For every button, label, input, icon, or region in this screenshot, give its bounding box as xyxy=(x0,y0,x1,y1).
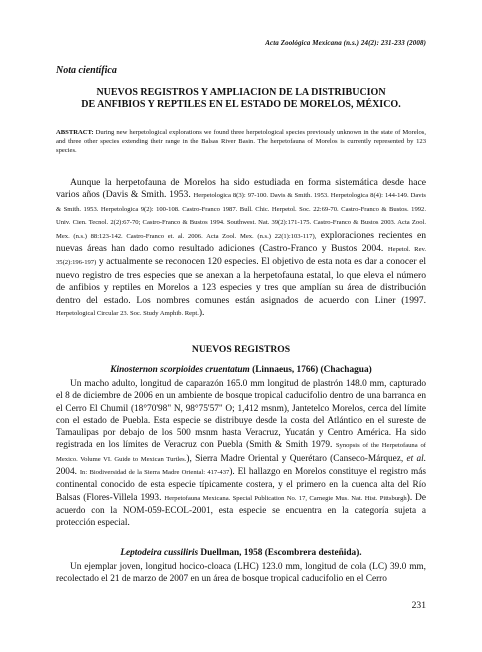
species-2-heading xyxy=(56,548,426,558)
abstract-text: During new herpetological explorations we found three herpetological species previously unknown in the state of Morelos, and three other species extending their range in the Balsas River Basin. The herpetofauna of Morelos is currently represented by 123 species. xyxy=(56,129,426,155)
species-1-reference-2: In: Biodiversidad de la Sierra Madre Oriental: 417-437 xyxy=(79,469,230,477)
title-line-2: DE ANFIBIOS Y REPTILES EN EL ESTADO DE MORELOS, MÉXICO. xyxy=(81,98,401,110)
species-2-text: Un ejemplar joven, longitud hocico-cloaca (LHC) 123.0 mm, longitud de cola (LC) 39.0 mm, recolectado el 21 de marzo de 2007 en un área de bosque tropical caducifolio en el Cerro xyxy=(56,562,426,585)
species-1-text-1: Un macho adulto, longitud de caparazón 165.0 mm longitud de plastrón 148.0 mm, capturado el 8 de diciembre de 2006 en un ambiente de bosque tropical caducifolio dentro de una barranca en el Cerro El Chumil (18°70'98" N, 98°75'57" O; 1,412 msnm), Jantetelco Morelos, cerca del límite con el estado de Puebla. Esta especie se distribuye desde la costa del Atlántico en el sureste de Tamaulipas por debajo de los 500 msnm hasta Veracruz, Yucatán y Centro América. Ha sido registrada en los límites de Veracruz con Puebla (Smith & Smith 1979. xyxy=(56,379,426,451)
species-1-text-3: 2004. xyxy=(56,467,77,478)
abstract-label: ABSTRACT: xyxy=(56,129,94,136)
title-line-1: NUEVOS REGISTROS Y AMPLIACION DE LA DISTRIBUCION xyxy=(96,87,386,98)
page-number: 231 xyxy=(411,600,426,611)
species-1-paragraph xyxy=(56,378,426,530)
species-1-text-5: ). De acuerdo con la NOM-059-ECOL-2001, esta especie se encuentra en la categoría sujeta a protección especial. xyxy=(56,492,426,529)
introduction-paragraph xyxy=(56,177,426,320)
species-2-authority: Duellman, 1958 (Escombrera desteñida). xyxy=(200,548,362,558)
intro-text-1: Aunque la herpetofauna de Morelos ha sido estudiada en forma sistemática desde hace varios años (Davis & Smith. 1953. xyxy=(56,177,426,201)
species-1-text-4: ). El hallazgo en Morelos constituye el registro más continental conocido de esta especie típicamente costera, y el primero en la cuenca alta del Río Balsas (Flores-Villela 1993. xyxy=(56,467,426,503)
species-1-reference-3: Herpetofauna Mexicana. Special Publication No. 17, Carnegie Mus. Nat. Hist. Pittsburgh xyxy=(164,494,407,502)
species-1-name: Kinosternon scorpioides cruentatum xyxy=(110,365,250,375)
species-1-etal: et al. xyxy=(406,453,427,464)
article-title xyxy=(56,87,426,110)
species-1-heading xyxy=(56,365,426,375)
intro-reference-1: Herpetologica 8(3): 97-100. Davis & Smith. 1953. Herpetologica 8(4): 144-149. Davis & Smith. 1953. Herpetologica 9(2): 100-108. Castro-Franco 1987. Bull. Chic. Herpetol. Soc. 22:69-70. Castro-Franco & Bustos. 1992. Univ. Cien. Tecnol. 2(2):67-70; Castro-Franco & Bustos 1994. Southwest. Nat. 39(2):171-175. Castro-Franco & Bustos 2003. Acta Zool. Mex. (n.s.) 88:123-142. Castro-Franco et. al. 2006. Acta Zool. Mex. (n.s.) 22(1):103-117), xyxy=(56,192,426,240)
intro-reference-3: Herpetological Circular 23. Soc. Study Amphib. Rept. xyxy=(56,310,199,318)
section-heading: NUEVOS REGISTROS xyxy=(191,344,291,355)
abstract xyxy=(56,128,426,156)
species-1-text-2: ), Sierra Madre Oriental y Querétaro (Canseco-Márquez, xyxy=(186,453,404,464)
section-label: Nota científica xyxy=(56,65,117,76)
species-1-authority: (Linnaeus, 1766) (Chachagua) xyxy=(252,365,372,375)
journal-citation: Acta Zoológica Mexicana (n.s.) 24(2): 231-233 (2008) xyxy=(265,39,426,47)
species-2-paragraph xyxy=(56,561,426,586)
intro-reference-2: Hepetol. Rev. 35(2):196-197) xyxy=(56,246,427,267)
species-1-reference-1: Synopsis of the Herpetofauna of Mexico. Volume VI. Guide to Mexican Turtles. xyxy=(56,442,426,463)
intro-text-end: ). xyxy=(198,307,205,319)
species-2-name: Leptodeira cussiliris xyxy=(120,548,199,558)
intro-text-3: y actualmente se reconocen 120 especies. El objetivo de esta nota es dar a conocer el nuevo registro de tres especies que se anexan a la herpetofauna estatal, lo que eleva el número de anfibios y reptiles en Morelos a 123 especies y tres que amplían su área de distribución dentro del estado. Los nombres comunes están asignados de acuerdo con Liner (1997. xyxy=(56,256,426,306)
intro-text-2: exploraciones recientes en nuevas áreas han dado como resultado adiciones (Castro-Franco y Bustos 2004. xyxy=(56,229,427,255)
